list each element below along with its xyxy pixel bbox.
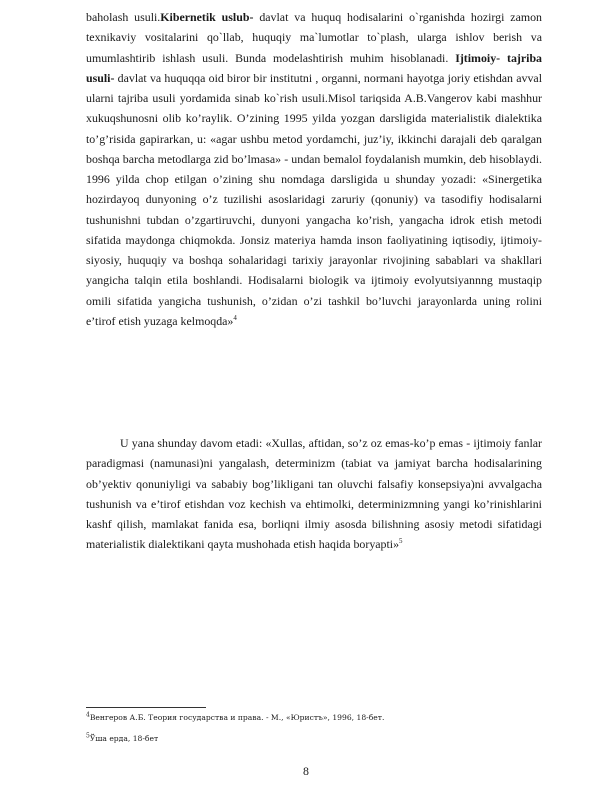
page-number: 8 — [303, 764, 309, 778]
footnote-number: 4 — [86, 711, 90, 719]
body-paragraph-2 — [86, 433, 542, 555]
footnote-ref-5[interactable]: 5 — [399, 537, 403, 546]
footnote-separator — [86, 707, 206, 708]
footnote-number: 5 — [86, 732, 90, 740]
method-label-social-experiment: Ijtimoiy- tajriba usuli- — [86, 50, 542, 85]
footnote-ref-4[interactable]: 4 — [233, 313, 237, 322]
text-run: baholash usuli. — [86, 10, 161, 24]
text-run: davlat va huquq hodisalarini o`rganishda hozirgi zamon texnikaviy vositalarini qo`llab, huquqiy ma`lumotlar to`plash, ularga ishlov berish va umumlashtirib ishlash usuli. Bunda modelashtirish muhim hisoblanadi. — [86, 10, 542, 65]
footnote-4 — [86, 713, 384, 723]
body-paragraph-1 — [86, 7, 542, 331]
footnote-5 — [86, 734, 158, 744]
footnote-text: Ўша ерда, 18-бет — [89, 734, 159, 743]
method-label-cybernetic: Kibernetik uslub- — [160, 10, 254, 24]
footnote-text: Венгеров А.Б. Теория государства и права. - М., «Юристъ», 1996, 18-бет. — [89, 713, 385, 722]
text-run: davlat va huquqqa oid biror bir institutni , organni, normani hayotga joriy etishdan avval ularni tajriba usuli yordamida sinab ko`rish usuli.Misol tariqsida A.B.Vangerov kabi mashhur xukuqshunosni olib ko’raylik. O’zining 1995 yilda yozgan darsligida materialistik dialektika to’g’risida gapirarkan, u: «agar ushbu metod yordamchi, juz’iy, ikkinchi darajali deb qaralgan boshqa barcha metodlarga zid bo’lmasa» - undan bemalol foydalanish mumkin, deb hisoblaydi. 1996 yilda chop etilgan o’zining shu nomdaga darsligida u shunday yozadi: «Sinergetika hozirdayoq dunyoning o’z tuzilishi asoslaridagi zaruriy (qonuniy) va tasodifiy hodisalarni tushunishni tubdan o’zgartiruvchi, dunyoni yangacha ko’rish, yangacha idrok etish metodi sifatida maydonga chiqmokda. Jonsiz materiya hamda inson faoliyatining iqtisodiy, ijtimoiy-siyosiy, huquqiy va boshqa sohalaridagi tarixiy jarayonlar rivojining sabablari va shakllari yangicha talqin etila boshlandi. Hodisalarni biologik va ijtimoiy evolyutsiyannng mustaqip omili sifatida yangicha tushunish, o’zidan o’zi tashkil bo’luvchi jarayonlarda uning rolini e’tirof etish yuzaga kelmoqda» — [86, 70, 542, 328]
text-run: U yana shunday davom etadi: «Xullas, aftidan, so’z oz emas-ko’p emas - ijtimoiy fanlar paradigmasi (namunasi)ni yangalash, determinizm (tabiat va jamiyat barcha hodisalarining ob’yektiv qonuniyligi va sababiy bog’likligani tan oluvchi falsafiy konsepsiya)ni avvalgacha tushunish va e’tirof etishdan voz kechish va ehtimolki, determinizmning yangi ko’rinishlarini kashf qilish, mamlakat fanida esa, borliqni ilmiy asosda bilishning asosiy metodi sifatidagi materialistik dialektikani qayta mushohada etish haqida boryapti» — [86, 436, 542, 552]
